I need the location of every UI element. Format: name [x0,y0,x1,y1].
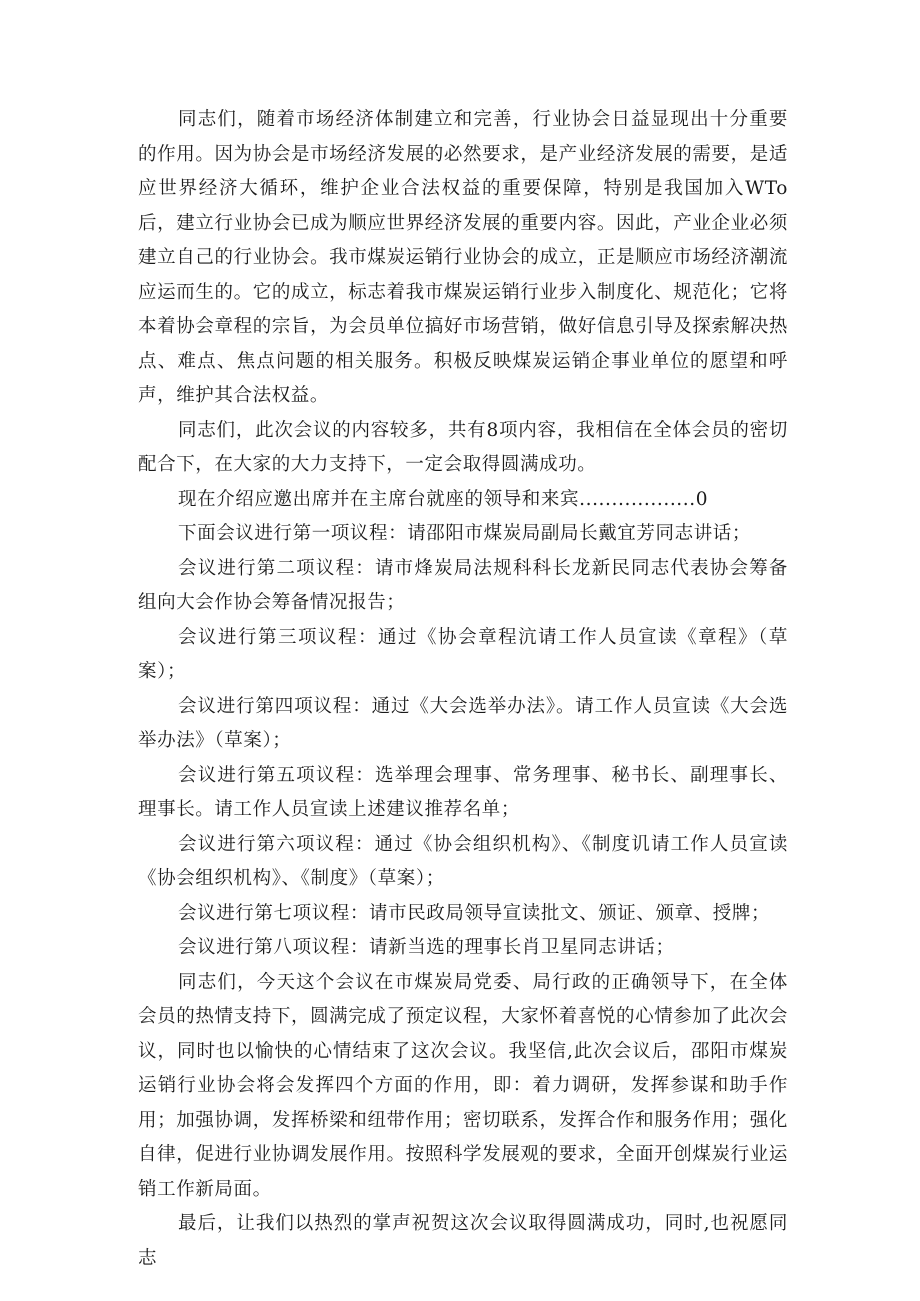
document-body [138,103,788,1276]
paragraph-agenda-item-2: 会议进行第二项议程：请市烽炭局法规科科长龙新民同志代表协会筹备组向大会作协会筹备情况报告； [138,557,788,613]
paragraph-association-role: 同志们，随着市场经济体制建立和完善，行业协会日益显现出十分重要的作用。因为协会是市场经济发展的必然要求，是产业经济发展的需要，是适应世界经济大循环，维护企业合法权益的重要保障，特别是我国加入WTo后，建立行业协会已成为顺应世界经济发展的重要内容。因此，产业企业必须建立自己的行业协会。我市煤炭运销行业协会的成立，正是顺应市场经济潮流应运而生的。它的成立，标志着我市煤炭运销行业步入制度化、规范化；它将本着协会章程的宗旨，为会员单位搞好市场营销，做好信息引导及探索解决热点、难点、焦点问题的相关服务。积极反映煤炭运销企事业单位的愿望和呼声，维护其合法权益。 [138,109,788,406]
paragraph-agenda-item-5: 会议进行第五项议程：选举理会理事、常务理事、秘书长、副理事长、理事长。请工作人员宣读上述建议推荐名单； [138,764,788,820]
paragraph-agenda-item-8: 会议进行第八项议程：请新当选的理事长肖卫星同志讲话； [178,937,675,958]
paragraph-agenda-item-6: 会议进行第六项议程：通过《协会组织机构》、《制度讥请工作人员宣读《协会组织机构》、《制度》（草案）； [138,833,788,889]
paragraph-introduce-guests: 现在介绍应邀出席并在主席台就座的领导和来宾..................0 [178,488,709,510]
paragraph-agenda-item-7: 会议进行第七项议程：请市民政局领导宣读批文、颁证、颁章、授牌； [178,902,771,924]
paragraph-closing-summary: 同志们，今天这个会议在市煤炭局党委、局行政的正确领导下，在全体会员的热情支持下，圆满完成了预定议程，大家怀着喜悦的心情参加了此次会议，同时也以愉快的心情结束了这次会议。我坚信,此次会议后，邵阳市煤炭运销行业协会将会发挥四个方面的作用，即：着力调研，发挥参谋和助手作用；加强协调，发挥桥梁和纽带作用；密切联系，发挥合作和服务作用；强化自律，促进行业协调发展作用。按照科学发展观的要求，全面开创煤炭行业运销工作新局面。 [138,971,788,1200]
paragraph-final-wishes: 最后，让我们以热烈的掌声祝贺这次会议取得圆满成功，同时,也祝愿同志 [138,1213,788,1269]
paragraph-agenda-item-4: 会议进行第四项议程：通过《大会选举办法》。请工作人员宣读《大会选举办法》（草案）； [138,695,788,751]
paragraph-agenda-item-3: 会议进行第三项议程：通过《协会章程沆请工作人员宣读《章程》（草案）； [138,626,788,682]
paragraph-meeting-content: 同志们，此次会议的内容较多，共有8项内容，我相信在全体会员的密切配合下，在大家的大力支持下，一定会取得圆满成功。 [138,419,788,475]
paragraph-agenda-item-1: 下面会议进行第一项议程：请邵阳市煤炭局副局长戴宜芳同志讲话； [178,523,752,544]
